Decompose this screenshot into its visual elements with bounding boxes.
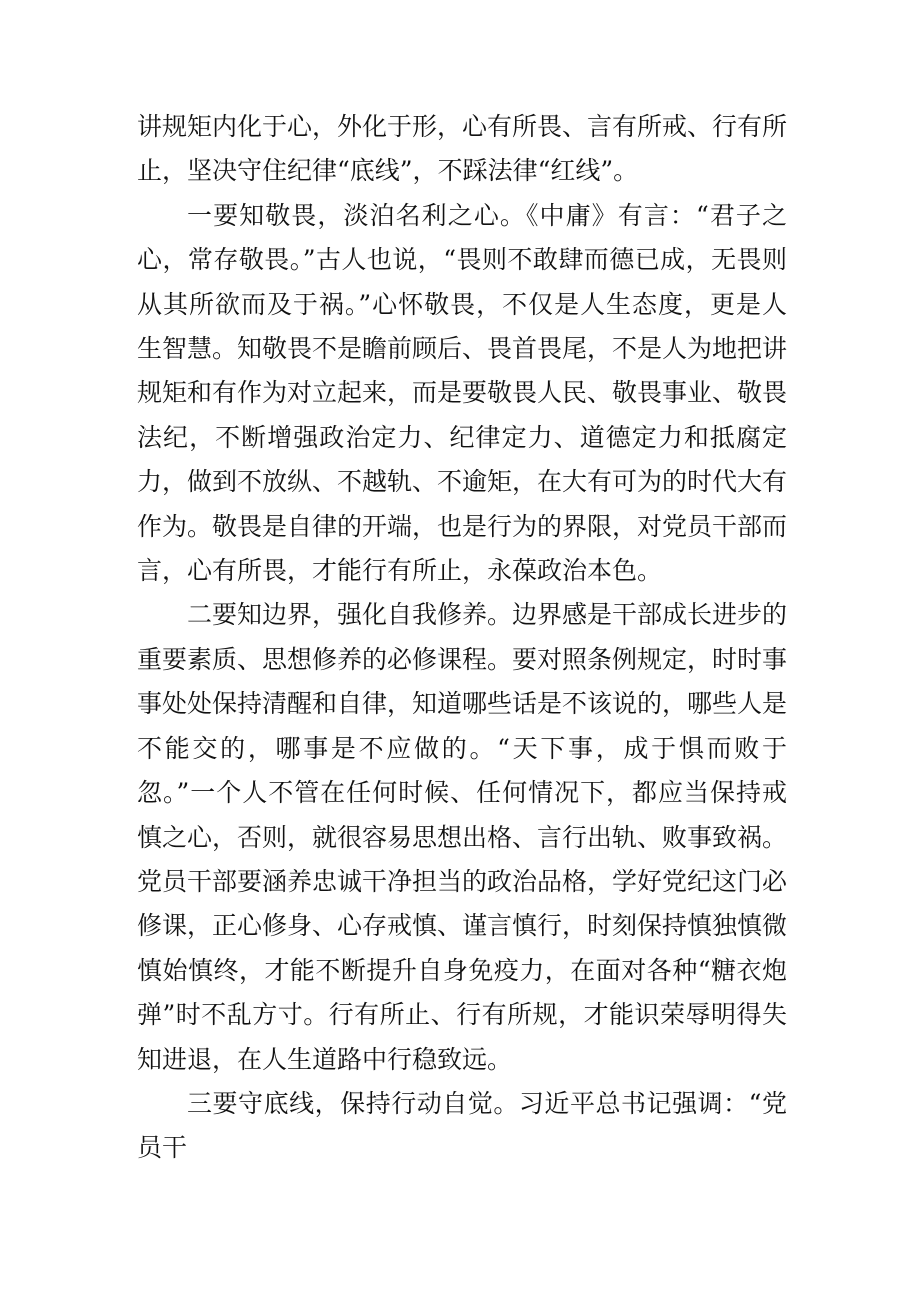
paragraph-continued-intro: 讲规矩内化于心，外化于形，心有所畏、言有所戒、行有所止，坚决守住纪律“底线”，不踩法律“红线”。 xyxy=(137,112,788,186)
paragraph-know-boundaries: 二要知边界，强化自我修养。边界感是干部成长进步的重要素质、思想修养的必修课程。要对照条例规定，时时事事处处保持清醒和自律，知道哪些话是不该说的，哪些人是不能交的，哪事是不应做的。“天下事，成于惧而败于忽。”一个人不管在任何时候、任何情况下，都应当保持戒慎之心，否则，就很容易思想出格、言行出轨、败事致祸。党员干部要涵养忠诚干净担当的政治品格，学好党纪这门必修课，正心修身、心存戒慎、谨言慎行，时刻保持慎独慎微慎始慎终，才能不断提升自身免疫力，在面对各种“糖衣炮弹”时不乱方寸。行有所止、行有所规，才能识荣辱明得失知进退，在人生道路中行稳致远。 xyxy=(137,600,788,1074)
document-body xyxy=(137,105,787,1171)
paragraph-know-reverence: 一要知敬畏，淡泊名利之心。《中庸》有言：“君子之心，常存敬畏。”古人也说，“畏则不敢肆而德已成，无畏则从其所欲而及于祸。”心怀敬畏，不仅是人生态度，更是人生智慧。知敬畏不是瞻前顾后、畏首畏尾，不是人为地把讲规矩和有作为对立起来，而是要敬畏人民、敬畏事业、敬畏法纪，不断增强政治定力、纪律定力、道德定力和抵腐定力，做到不放纵、不越轨、不逾矩，在大有可为的时代大有作为。敬畏是自律的开端，也是行为的界限，对党员干部而言，心有所畏，才能行有所止，永葆政治本色。 xyxy=(137,200,788,586)
paragraph-keep-bottom-line: 三要守底线，保持行动自觉。习近平总书记强调：“党员干 xyxy=(137,1088,787,1163)
